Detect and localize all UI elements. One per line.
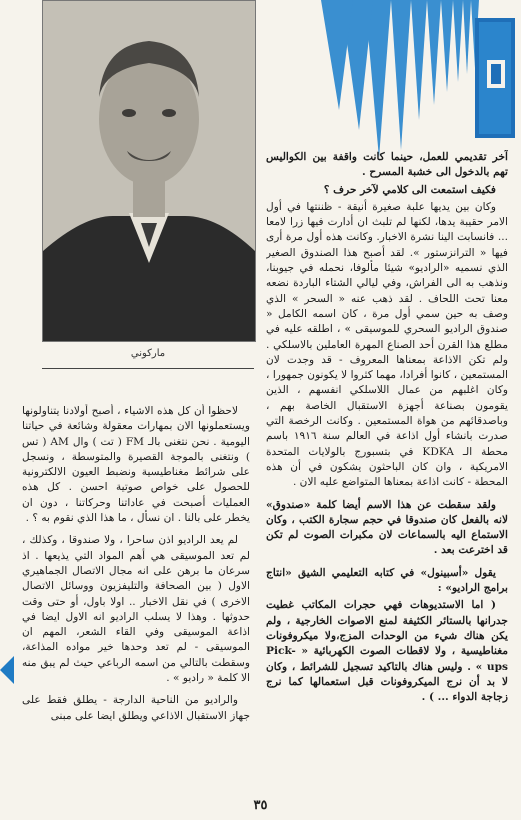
paragraph: ( اما الاستديوهات فهي حجرات المكاتب غطيت جدرانها بالستائر الكثيفة لمنع الاصوات الخارجية ، ولم يكن هناك شيء من الوحدات المزج،ولا ميكروفونات مغناطيسية ، ولا لاقطات الصوت الكهربائية « Pick-ups » . وليس هناك بالتاكيد تسجيل للشرائط ، وكان لا بد أن نرج الميكروفونات قبل استعمالها كما نرج زجاجة الدواء ... ) . [266, 599, 508, 704]
paragraph: وكان بين يديها علبة صغيرة أنيقة - ظننتها في أول الامر حقيبة يدها، لكنها لم تلبث ان أدارت فيها زرا لامعا ... فانسابت الينا نشرة الاخبار. وكانت هذه أول مرة أرى فيها « الترانزستور ». لقد أصبح هذا الصندوق الصغير الذي نسميه «الراديو» شيئا مألوفا، نحمله في جيوبنا، ونذهب به الى الفراش، وفي ليالي الشتاء الباردة نضعه معنا تحت اللحاف . لقد ذهب عنه « السحر » الذي وصف به حين سمي أول مرة ، كان اسمه الكامل « صندوق الراديو السحري للموسيقى » ، اطلقه عليه في مطلع هذا القرن أحد الصناع المهرة العاملين بالاسلكي . ولم تكن الاذاعة بمعناها المعروف - قد وجدت لان المستمعين ، كانوا أفرادا، مهما كثروا لا يكونون جمهورا ، وكان اغلبهم من عمال اللاسلكي انفسهم ، الذين يقومون بصناعة أجهزة الاستقبال الخاصة بهم ، وباصدقائهم من هواة المستمعين . وكانت الرخصة التي صدرت بانشاء أول اذاعة في العالم سنة ١٩١٦ باسم محطة الـ KDKA في بتسبورج بالولايات المتحدة الامريكية ، وان كان الباحثون يشكون في أن هذه المحطة - كانت اذاعة بمعناها المتواضع عليه الان . [266, 200, 508, 489]
photo-caption: ماركوني [130, 348, 166, 359]
paragraph: ولقد سقطت عن هذا الاسم أيضا كلمة «صندوق» لانه بالفعل كان صندوقا في حجم سجارة الكتب ، وكان الاستماع اليه بالسماعات لان مكبرات الصوت لم تكن قد اخترعت بعد . [266, 498, 508, 557]
paragraph: آخر تقديمي للعمل، حينما كانت واقفة بين الكواليس تهم بالدخول الى خشبة المسرح . [266, 151, 508, 179]
accent-triangle [0, 656, 14, 684]
left-text-column [22, 404, 250, 796]
paragraph: لم يعد الراديو اذن ساحرا ، ولا صندوقا ، وكذلك ، لم تعد الموسيقى هي أهم المواد التي يذيعها . اذ سرعان ما برهن على انه مجال الاتصال الجماهيري الاول ( بين الصحافة والتليفزيون ووسائل الاتصال الاخرى ) في نقل الاخبار .. اولا باول، أو حتى وقت حدوثها . وهذا لا يسلب الراديو انه الاول ايضا في اذاعة الموسيقى وفي القاء الشعر، المهم ان الموسيقى - لم تعد وحدها خير مواده المذاعة، وسقطت بالتالي من اسمه الرباعي حيث لم يبق منه الا كلمة « راديو » . [22, 534, 250, 685]
caption-rule [42, 368, 254, 369]
decorative-corner-graphic [261, 0, 521, 160]
page-number: ٣٥ [253, 798, 268, 813]
paragraph: فكيف استمعت الى كلامي لآخر حرف ؟ [323, 183, 496, 196]
paragraph: يقول «أسبينول» في كتابه التعليمي الشيق «انتاج برامج الراديو» : [266, 566, 508, 595]
paragraph: والراديو من الناحية الدارجة - يطلق فقط على جهاز الاستقبال الاذاعي ويطلق ايضا على مبنى [22, 694, 250, 722]
right-text-column [266, 150, 508, 790]
marconi-portrait [42, 0, 256, 342]
paragraph: لاحظوا أن كل هذه الاشياء ، أصبح أولادنا يتناولونها ويستعملونها الان بمهارات معقولة وشائعة في حياتنا اليومية . نحن نتغنى بالـ FM ( تت ) وال AM ( تس ) ونتغنى بالموجة القصيرة والمتوسطة ، ونسجل على شرائط مغناطيسية ونضبط العيون الالكترونية للحصول على خواص صوتية احسن . كل هذه العمليات أصبحت في عاداتنا وحركاتنا ، دون ان يخطر على بالنا . ان نسأل ، ما هذا الذي نقوم به ؟ . [22, 405, 250, 525]
